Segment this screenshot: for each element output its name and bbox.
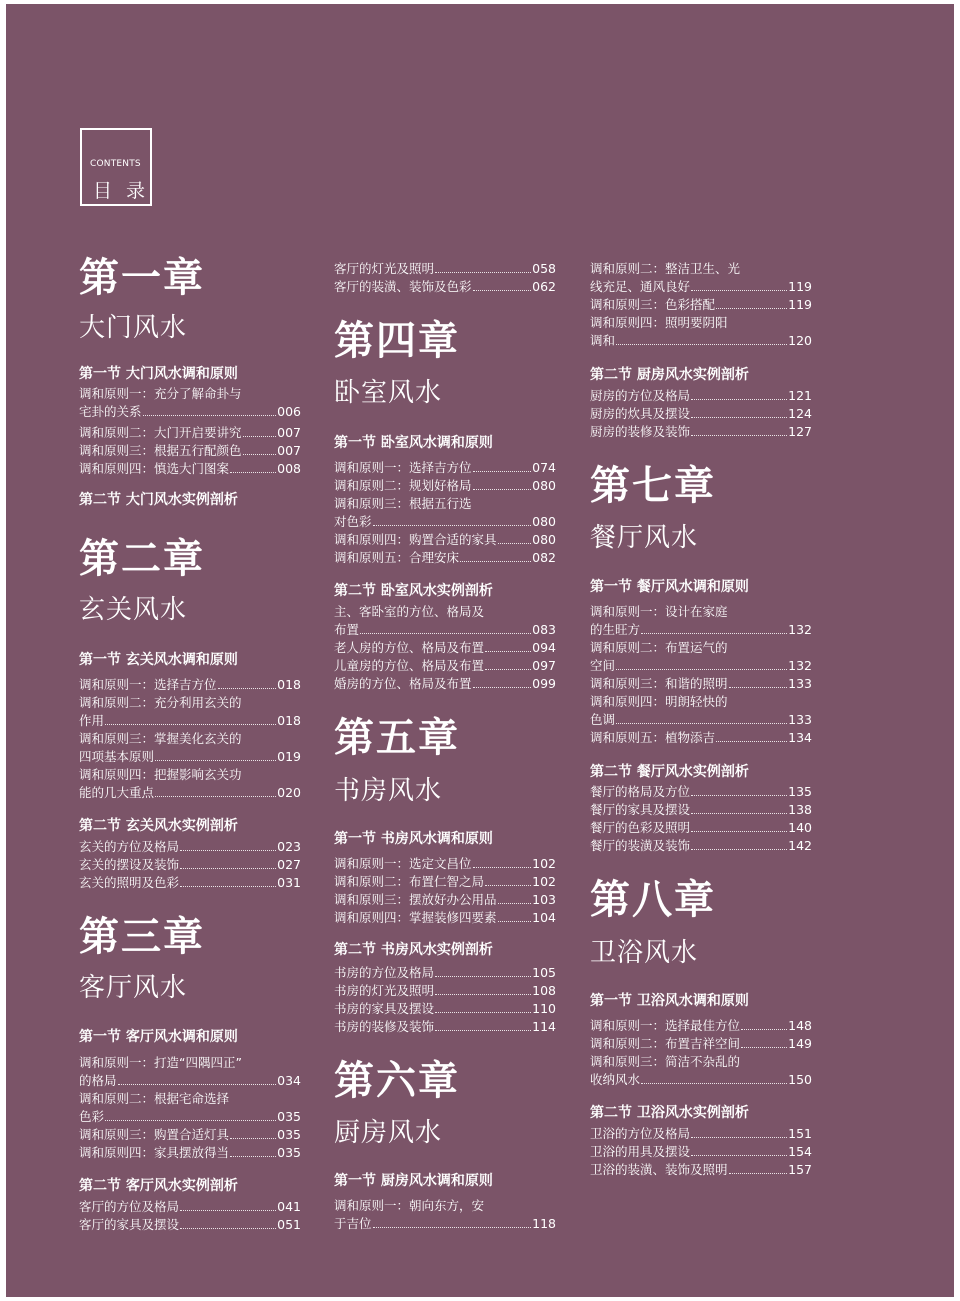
contents-label-zh: 目 录: [93, 180, 150, 202]
toc-entry-title: 色调: [590, 712, 616, 727]
toc-entry-page: 051: [277, 1217, 301, 1232]
toc-entry: [334, 513, 556, 531]
toc-entry-title: 调和原则四：购置合适的家具: [334, 532, 497, 547]
toc-entry-page: 027: [277, 857, 301, 872]
chapter-title: 客厅风水: [79, 973, 188, 1003]
toc-entry-line: 调和原则三：简洁不杂乱的: [590, 1054, 741, 1069]
toc-entry: [79, 1126, 301, 1144]
toc-entry: [334, 1215, 556, 1233]
toc-entry-page: 007: [277, 443, 301, 458]
section-heading: 第二节 玄关风水实例剖析: [79, 818, 238, 834]
toc-entry-title: 线充足、通风良好: [590, 279, 691, 294]
toc-entry: [79, 1144, 301, 1162]
dot-leader: [485, 651, 531, 652]
toc-entry-title: 书房的方位及格局: [334, 965, 435, 980]
toc-entry-title: 色彩: [79, 1109, 105, 1124]
toc-entry-page: 132: [788, 622, 812, 637]
chapter-number: 第一章: [79, 254, 205, 301]
toc-entry-page: 099: [532, 676, 556, 691]
section-heading: 第一节 书房风水调和原则: [334, 831, 493, 847]
toc-entry-title: 调和原则三：色彩搭配: [590, 297, 716, 312]
dot-leader: [716, 741, 787, 742]
toc-entry-title: 能的几大重点: [79, 785, 155, 800]
toc-entry-page: 134: [788, 730, 812, 745]
toc-entry-page: 120: [788, 333, 812, 348]
dot-leader: [180, 1210, 276, 1211]
toc-entry: [590, 405, 812, 423]
toc-entry: [334, 531, 556, 549]
toc-entry-line: 调和原则二：根据宅命选择: [79, 1091, 230, 1106]
toc-entry-title: 调和原则三：根据五行配颜色: [79, 443, 242, 458]
toc-entry: [590, 819, 812, 837]
dot-leader: [498, 903, 532, 904]
toc-entry-line: 主、客卧室的方位、格局及: [334, 604, 485, 619]
toc-entry-title: 书房的灯光及照明: [334, 983, 435, 998]
dot-leader: [180, 868, 276, 869]
toc-entry-page: 018: [277, 677, 301, 692]
toc-entry: [334, 621, 556, 639]
toc-entry-page: 034: [277, 1073, 301, 1088]
toc-entry-page: 023: [277, 839, 301, 854]
dot-leader: [691, 290, 787, 291]
toc-entry-title: 调和原则四：慎选大门图案: [79, 461, 230, 476]
toc-entry: [590, 675, 812, 693]
toc-entry-page: 133: [788, 676, 812, 691]
chapter-number: 第八章: [590, 876, 716, 923]
dot-leader: [373, 1227, 532, 1228]
toc-entry-page: 062: [532, 279, 556, 294]
toc-entry: [590, 621, 812, 639]
toc-entry: [334, 909, 556, 927]
toc-entry-title: 调和原则二：布置仁智之局: [334, 874, 485, 889]
toc-entry: [334, 639, 556, 657]
chapter-number: 第五章: [334, 714, 460, 761]
toc-entry-page: 108: [532, 983, 556, 998]
chapter-title: 厨房风水: [334, 1118, 443, 1148]
toc-entry-title: 餐厅的色彩及照明: [590, 820, 691, 835]
toc-entry-title: 调和原则一：选择吉方位: [334, 460, 472, 475]
toc-entry: [334, 657, 556, 675]
toc-entry-title: 老人房的方位、格局及布置: [334, 640, 485, 655]
toc-entry-page: 006: [277, 404, 301, 419]
toc-entry-title: 四项基本原则: [79, 749, 155, 764]
dot-leader: [691, 1137, 787, 1138]
toc-entry-title: 调和原则一：选择吉方位: [79, 677, 217, 692]
toc-entry-page: 140: [788, 820, 812, 835]
toc-entry: [79, 676, 301, 694]
section-heading: 第一节 厨房风水调和原则: [334, 1173, 493, 1189]
toc-entry: [590, 1143, 812, 1161]
toc-entry-page: 080: [532, 514, 556, 529]
toc-entry: [590, 1071, 812, 1089]
chapter-title: 玄关风水: [79, 595, 188, 625]
toc-entry-line: 调和原则一：打造“四隅四正”: [79, 1055, 242, 1070]
dot-leader: [741, 1029, 787, 1030]
dot-leader: [435, 976, 531, 977]
toc-entry: [334, 1018, 556, 1036]
toc-entry: [334, 891, 556, 909]
toc-entry-title: 调和原则三：和谐的照明: [590, 676, 728, 691]
toc-entry-page: 124: [788, 406, 812, 421]
dot-leader: [616, 669, 787, 670]
toc-entry: [79, 1198, 301, 1216]
toc-entry: [334, 982, 556, 1000]
toc-entry: [334, 675, 556, 693]
chapter-title: 卧室风水: [334, 378, 443, 408]
dot-leader: [230, 472, 276, 473]
toc-entry-line: 调和原则四：把握影响玄关功: [79, 767, 242, 782]
toc-entry-page: 148: [788, 1018, 812, 1033]
toc-entry: [334, 873, 556, 891]
toc-entry-page: 058: [532, 261, 556, 276]
toc-entry-title: 布置: [334, 622, 360, 637]
dot-leader: [716, 308, 787, 309]
chapter-number: 第二章: [79, 535, 205, 582]
toc-entry-page: 135: [788, 784, 812, 799]
toc-entry-page: 007: [277, 425, 301, 440]
dot-leader: [616, 723, 787, 724]
toc-entry: [79, 442, 301, 460]
toc-entry-page: 080: [532, 532, 556, 547]
toc-entry-title: 玄关的照明及色彩: [79, 875, 180, 890]
contents-page: [6, 4, 954, 1297]
toc-entry-page: 119: [788, 297, 812, 312]
toc-entry: [79, 403, 301, 421]
toc-entry-page: 114: [532, 1019, 556, 1034]
chapter-title: 大门风水: [79, 313, 188, 343]
section-heading: 第一节 客厅风水调和原则: [79, 1029, 238, 1045]
toc-entry-line: 调和原则三：根据五行选: [334, 496, 472, 511]
toc-entry: [590, 657, 812, 675]
toc-entry-title: 作用: [79, 713, 105, 728]
section-heading: 第一节 玄关风水调和原则: [79, 652, 238, 668]
toc-entry-page: 019: [277, 749, 301, 764]
toc-entry-page: 082: [532, 550, 556, 565]
toc-entry: [590, 1125, 812, 1143]
dot-leader: [729, 1173, 788, 1174]
chapter-number: 第六章: [334, 1057, 460, 1104]
dot-leader: [691, 831, 787, 832]
toc-entry-title: 调和原则二：布置吉祥空间: [590, 1036, 741, 1051]
toc-entry-line: 调和原则一：朝向东方，安: [334, 1198, 485, 1213]
toc-entry-page: 105: [532, 965, 556, 980]
toc-entry-page: 102: [532, 874, 556, 889]
section-heading: 第一节 餐厅风水调和原则: [590, 579, 749, 595]
dot-leader: [691, 849, 787, 850]
toc-entry-title: 空间: [590, 658, 616, 673]
dot-leader: [143, 415, 277, 416]
toc-entry-line: 调和原则四：照明要阴阳: [590, 315, 728, 330]
toc-entry-page: 154: [788, 1144, 812, 1159]
toc-entry-page: 020: [277, 785, 301, 800]
dot-leader: [641, 633, 787, 634]
toc-entry: [79, 784, 301, 802]
toc-entry-title: 的格局: [79, 1073, 117, 1088]
toc-entry-title: 客厅的家具及摆设: [79, 1217, 180, 1232]
toc-entry-page: 074: [532, 460, 556, 475]
contents-label-en: CONTENTS: [90, 159, 141, 169]
toc-entry-page: 097: [532, 658, 556, 673]
toc-entry: [590, 423, 812, 441]
dot-leader: [243, 454, 277, 455]
toc-entry-title: 调和原则一：选择最佳方位: [590, 1018, 741, 1033]
toc-entry-page: 041: [277, 1199, 301, 1214]
toc-entry-page: 102: [532, 856, 556, 871]
section-heading: 第一节 大门风水调和原则: [79, 366, 238, 382]
contents-header-box: [80, 128, 152, 206]
toc-entry-page: 121: [788, 388, 812, 403]
dot-leader: [460, 561, 531, 562]
toc-entry-title: 调和原则二：大门开启要讲究: [79, 425, 242, 440]
toc-entry-line: 调和原则二：布置运气的: [590, 640, 728, 655]
toc-entry: [590, 1017, 812, 1035]
toc-entry: [590, 801, 812, 819]
toc-entry-page: 132: [788, 658, 812, 673]
toc-entry-page: 118: [532, 1216, 556, 1231]
toc-entry-title: 客厅的装潢、装饰及色彩: [334, 279, 472, 294]
toc-entry-line: 调和原则四：明朗轻快的: [590, 694, 728, 709]
dot-leader: [435, 994, 531, 995]
toc-entry-page: 080: [532, 478, 556, 493]
toc-entry-page: 103: [532, 892, 556, 907]
dot-leader: [729, 687, 788, 688]
toc-entry-page: 035: [277, 1145, 301, 1160]
toc-entry-title: 卫浴的用具及摆设: [590, 1144, 691, 1159]
toc-entry-page: 133: [788, 712, 812, 727]
toc-entry-title: 餐厅的格局及方位: [590, 784, 691, 799]
dot-leader: [473, 489, 532, 490]
dot-leader: [641, 1083, 787, 1084]
toc-entry-title: 客厅的灯光及照明: [334, 261, 435, 276]
toc-entry: [79, 1216, 301, 1234]
toc-entry-title: 调和原则三：摆放好办公用品: [334, 892, 497, 907]
dot-leader: [498, 921, 532, 922]
toc-entry: [590, 711, 812, 729]
dot-leader: [473, 687, 532, 688]
section-heading: 第二节 客厅风水实例剖析: [79, 1178, 238, 1194]
toc-entry: [334, 549, 556, 567]
toc-entry-page: 035: [277, 1109, 301, 1124]
dot-leader: [105, 724, 276, 725]
toc-entry-page: 094: [532, 640, 556, 655]
toc-entry-title: 调和原则二：规划好格局: [334, 478, 472, 493]
section-heading: 第二节 书房风水实例剖析: [334, 942, 493, 958]
chapter-title: 卫浴风水: [590, 938, 699, 968]
section-heading: 第二节 大门风水实例剖析: [79, 492, 238, 508]
dot-leader: [691, 1155, 787, 1156]
dot-leader: [473, 471, 532, 472]
toc-entry-line: 调和原则二：充分利用玄关的: [79, 695, 242, 710]
chapter-title: 餐厅风水: [590, 523, 699, 553]
toc-entry: [334, 278, 556, 296]
dot-leader: [180, 850, 276, 851]
toc-entry-page: 031: [277, 875, 301, 890]
toc-entry-title: 客厅的方位及格局: [79, 1199, 180, 1214]
dot-leader: [435, 1030, 531, 1031]
toc-entry-page: 083: [532, 622, 556, 637]
chapter-number: 第七章: [590, 462, 716, 509]
toc-entry-title: 调和原则五：合理安床: [334, 550, 460, 565]
toc-entry-page: 142: [788, 838, 812, 853]
dot-leader: [691, 417, 787, 418]
toc-entry-page: 035: [277, 1127, 301, 1142]
dot-leader: [691, 399, 787, 400]
toc-entry: [334, 260, 556, 278]
toc-entry: [79, 838, 301, 856]
toc-entry-page: 151: [788, 1126, 812, 1141]
toc-entry-title: 的生旺方: [590, 622, 641, 637]
dot-leader: [473, 867, 532, 868]
toc-entry: [590, 1161, 812, 1179]
toc-entry: [334, 1000, 556, 1018]
toc-entry-line: 调和原则三：掌握美化玄关的: [79, 731, 242, 746]
toc-entry-title: 餐厅的装潢及装饰: [590, 838, 691, 853]
toc-entry: [590, 278, 812, 296]
dot-leader: [435, 272, 531, 273]
toc-entry-page: 104: [532, 910, 556, 925]
dot-leader: [435, 1012, 531, 1013]
dot-leader: [230, 1156, 276, 1157]
dot-leader: [105, 1120, 276, 1121]
toc-entry: [79, 712, 301, 730]
section-heading: 第一节 卧室风水调和原则: [334, 435, 493, 451]
toc-entry-title: 调和原则四：掌握装修四要素: [334, 910, 497, 925]
dot-leader: [230, 1138, 276, 1139]
toc-entry-title: 厨房的方位及格局: [590, 388, 691, 403]
toc-entry: [79, 874, 301, 892]
dot-leader: [155, 796, 276, 797]
toc-entry: [79, 460, 301, 478]
dot-leader: [155, 760, 276, 761]
toc-entry-title: 书房的装修及装饰: [334, 1019, 435, 1034]
dot-leader: [373, 525, 532, 526]
chapter-title: 书房风水: [334, 776, 443, 806]
section-heading: 第二节 卫浴风水实例剖析: [590, 1105, 749, 1121]
toc-entry-title: 于吉位: [334, 1216, 372, 1231]
dot-leader: [180, 886, 276, 887]
toc-entry: [334, 459, 556, 477]
toc-entry-page: 018: [277, 713, 301, 728]
toc-entry: [79, 1072, 301, 1090]
toc-entry: [590, 837, 812, 855]
dot-leader: [118, 1084, 277, 1085]
dot-leader: [691, 435, 787, 436]
toc-entry: [590, 387, 812, 405]
dot-leader: [218, 688, 277, 689]
toc-entry-title: 厨房的装修及装饰: [590, 424, 691, 439]
toc-entry-title: 调和: [590, 333, 616, 348]
toc-entry-page: 127: [788, 424, 812, 439]
toc-entry: [334, 964, 556, 982]
section-heading: 第二节 卧室风水实例剖析: [334, 583, 493, 599]
chapter-number: 第四章: [334, 317, 460, 364]
toc-entry-title: 厨房的炊具及摆设: [590, 406, 691, 421]
toc-entry-title: 书房的家具及摆设: [334, 1001, 435, 1016]
dot-leader: [360, 633, 531, 634]
toc-entry-page: 008: [277, 461, 301, 476]
toc-entry: [79, 856, 301, 874]
dot-leader: [691, 795, 787, 796]
toc-entry-title: 调和原则三：购置合适灯具: [79, 1127, 230, 1142]
toc-entry-line: 调和原则二：整洁卫生、光: [590, 261, 741, 276]
section-heading: 第二节 厨房风水实例剖析: [590, 367, 749, 383]
toc-entry: [590, 296, 812, 314]
toc-entry-title: 儿童房的方位、格局及布置: [334, 658, 485, 673]
toc-entry-title: 玄关的方位及格局: [79, 839, 180, 854]
toc-entry: [79, 424, 301, 442]
toc-entry-title: 宅卦的关系: [79, 404, 142, 419]
dot-leader: [741, 1047, 787, 1048]
toc-entry-page: 110: [532, 1001, 556, 1016]
toc-entry-page: 157: [788, 1162, 812, 1177]
toc-entry-page: 150: [788, 1072, 812, 1087]
toc-entry-title: 调和原则五：植物添吉: [590, 730, 716, 745]
dot-leader: [485, 669, 531, 670]
toc-entry: [334, 477, 556, 495]
toc-entry-title: 调和原则四：家具摆放得当: [79, 1145, 230, 1160]
dot-leader: [616, 344, 787, 345]
toc-entry-title: 卫浴的方位及格局: [590, 1126, 691, 1141]
dot-leader: [485, 885, 531, 886]
toc-entry-title: 对色彩: [334, 514, 372, 529]
toc-entry: [590, 1035, 812, 1053]
toc-entry-title: 玄关的摆设及装饰: [79, 857, 180, 872]
toc-entry-title: 调和原则一：选定文昌位: [334, 856, 472, 871]
toc-entry: [590, 729, 812, 747]
toc-entry: [590, 332, 812, 350]
section-heading: 第一节 卫浴风水调和原则: [590, 993, 749, 1009]
toc-entry: [79, 748, 301, 766]
toc-entry-line: 调和原则一：设计在家庭: [590, 604, 728, 619]
toc-entry-page: 138: [788, 802, 812, 817]
toc-entry-title: 收纳风水: [590, 1072, 641, 1087]
toc-entry-title: 餐厅的家具及摆设: [590, 802, 691, 817]
dot-leader: [180, 1228, 276, 1229]
toc-entry: [79, 1108, 301, 1126]
dot-leader: [243, 436, 277, 437]
section-heading: 第二节 餐厅风水实例剖析: [590, 764, 749, 780]
toc-entry-title: 婚房的方位、格局及布置: [334, 676, 472, 691]
toc-entry-line: 调和原则一：充分了解命卦与: [79, 386, 242, 401]
toc-entry: [334, 855, 556, 873]
dot-leader: [498, 543, 532, 544]
toc-entry-page: 119: [788, 279, 812, 294]
toc-entry-title: 卫浴的装潢、装饰及照明: [590, 1162, 728, 1177]
dot-leader: [691, 813, 787, 814]
chapter-number: 第三章: [79, 913, 205, 960]
toc-entry-page: 149: [788, 1036, 812, 1051]
dot-leader: [473, 290, 532, 291]
toc-entry: [590, 783, 812, 801]
